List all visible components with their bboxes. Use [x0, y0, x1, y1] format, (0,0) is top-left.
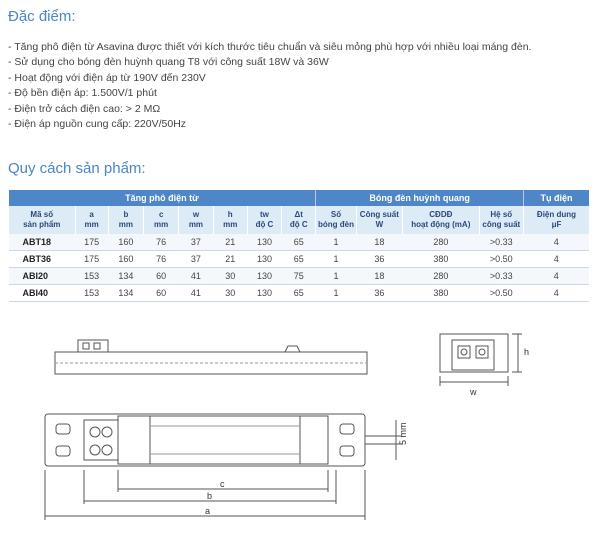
table-cell: 380 [403, 251, 480, 268]
column-header-line: μF [551, 220, 562, 229]
feature-item: - Tăng phô điện từ Asavina được thiết với kích thước tiêu chuẩn và siêu mỏng phù hợp với nhiều loại máng đèn. [8, 41, 532, 53]
group-lamp: Bóng đèn huỳnh quang [316, 190, 524, 206]
dim-b-label: b [207, 491, 213, 501]
table-cell: 36 [356, 285, 402, 302]
column-header-line: tw [260, 210, 269, 219]
column-header-line: Số [330, 210, 342, 219]
table-cell: 1 [316, 268, 356, 285]
spec-heading: Quy cách sản phẩm: [8, 160, 146, 177]
product-code-cell: ABT36 [9, 251, 76, 268]
table-cell: 160 [108, 234, 143, 251]
table-cell: 1 [316, 285, 356, 302]
table-cell: 18 [356, 234, 402, 251]
table-cell: 41 [179, 268, 213, 285]
column-header-line: hoạt động (mA) [411, 220, 471, 229]
table-cell: 175 [75, 234, 108, 251]
dim-w-label: w [470, 387, 477, 397]
column-header-line: Công suất [359, 210, 399, 219]
column-header-line: mm [118, 220, 134, 229]
group-capacitor: Tụ điện [523, 190, 589, 206]
table-cell: 60 [144, 268, 179, 285]
table-cell: 175 [75, 251, 108, 268]
table-cell: 4 [523, 268, 589, 285]
product-code-cell: ABI40 [9, 285, 76, 302]
table-cell: 1 [316, 234, 356, 251]
table-cell: 41 [179, 285, 213, 302]
table-cell: 60 [144, 285, 179, 302]
table-cell: 21 [213, 234, 247, 251]
table-cell: 130 [247, 234, 281, 251]
column-header-line: h [227, 210, 233, 219]
table-cell: 36 [356, 251, 402, 268]
column-header-line: bóng đèn [318, 220, 355, 229]
table-cell: >0.50 [479, 285, 523, 302]
column-header-line: Điện dung [536, 210, 577, 219]
table-cell: >0.50 [479, 251, 523, 268]
table-cell: 153 [75, 285, 108, 302]
column-header-line: c [158, 210, 164, 219]
table-cell: 130 [247, 285, 281, 302]
features-heading: Đặc điểm: [8, 8, 76, 25]
table-cell: 30 [213, 268, 247, 285]
dim-a-label: a [205, 506, 211, 516]
column-header-line: b [123, 210, 129, 219]
table-cell: 1 [316, 251, 356, 268]
table-cell: 130 [247, 268, 281, 285]
column-header-line: mm [223, 220, 238, 229]
column-header-line: sản phẩm [23, 220, 61, 229]
column-header-line: độ C [289, 220, 308, 229]
column-header-line: CĐDĐ [429, 210, 453, 219]
table-cell: 134 [108, 268, 143, 285]
table-cell: 37 [179, 251, 213, 268]
table-cell: 65 [282, 251, 316, 268]
column-header-line: công suất [482, 220, 521, 229]
column-header-line: Δt [294, 210, 303, 219]
table-cell: 4 [523, 251, 589, 268]
terminal-block-top [84, 420, 118, 460]
table-cell: 75 [282, 268, 316, 285]
table-cell: >0.33 [479, 268, 523, 285]
top-view-plate [45, 414, 365, 466]
table-cell: 37 [179, 234, 213, 251]
feature-item: - Sử dụng cho bóng đèn huỳnh quang T8 với công suất 18W và 36W [8, 56, 329, 69]
table-cell: 280 [403, 234, 480, 251]
dim-h-label: h [524, 347, 530, 357]
dim-wire-label: 5 mm [398, 422, 408, 445]
feature-item: - Hoạt động với điện áp từ 190V đến 230V [8, 71, 206, 84]
column-header-line: Mã số [30, 210, 54, 219]
feature-item: - Điện trở cách điện cao: > 2 MΩ [8, 102, 161, 115]
table-cell: 4 [523, 285, 589, 302]
table-cell: 30 [213, 285, 247, 302]
column-header-line: Hệ số [490, 210, 513, 219]
column-header-line: mm [154, 220, 169, 229]
table-cell: 160 [108, 251, 143, 268]
table-cell: 153 [75, 268, 108, 285]
column-header-line: W [375, 220, 384, 229]
column-header-line: w [192, 210, 200, 219]
feature-item: - Độ bền điện áp: 1.500V/1 phút [8, 87, 157, 100]
table-cell: >0.33 [479, 234, 523, 251]
table-cell: 76 [144, 234, 179, 251]
column-header-line: a [89, 210, 94, 219]
feature-item: - Điện áp nguồn cung cấp: 220V/50Hz [8, 118, 187, 131]
table-cell: 4 [523, 234, 589, 251]
table-cell: 76 [144, 251, 179, 268]
table-cell: 280 [403, 268, 480, 285]
end-view [440, 334, 522, 386]
column-header-line: độ C [255, 220, 274, 229]
table-cell: 18 [356, 268, 402, 285]
column-header-line: mm [188, 220, 204, 229]
table-cell: 21 [213, 251, 247, 268]
dim-c-label: c [220, 479, 225, 489]
top-view [45, 414, 402, 520]
table-cell: 65 [282, 234, 316, 251]
table-cell: 65 [282, 285, 316, 302]
product-code-cell: ABT18 [9, 234, 76, 251]
group-ballast: Tăng phô điện từ [9, 190, 316, 206]
product-code-cell: ABI20 [9, 268, 76, 285]
table-cell: 134 [108, 285, 143, 302]
table-cell: 380 [403, 285, 480, 302]
column-header-line: mm [84, 220, 99, 229]
table-cell: 130 [247, 251, 281, 268]
side-view [55, 340, 367, 374]
